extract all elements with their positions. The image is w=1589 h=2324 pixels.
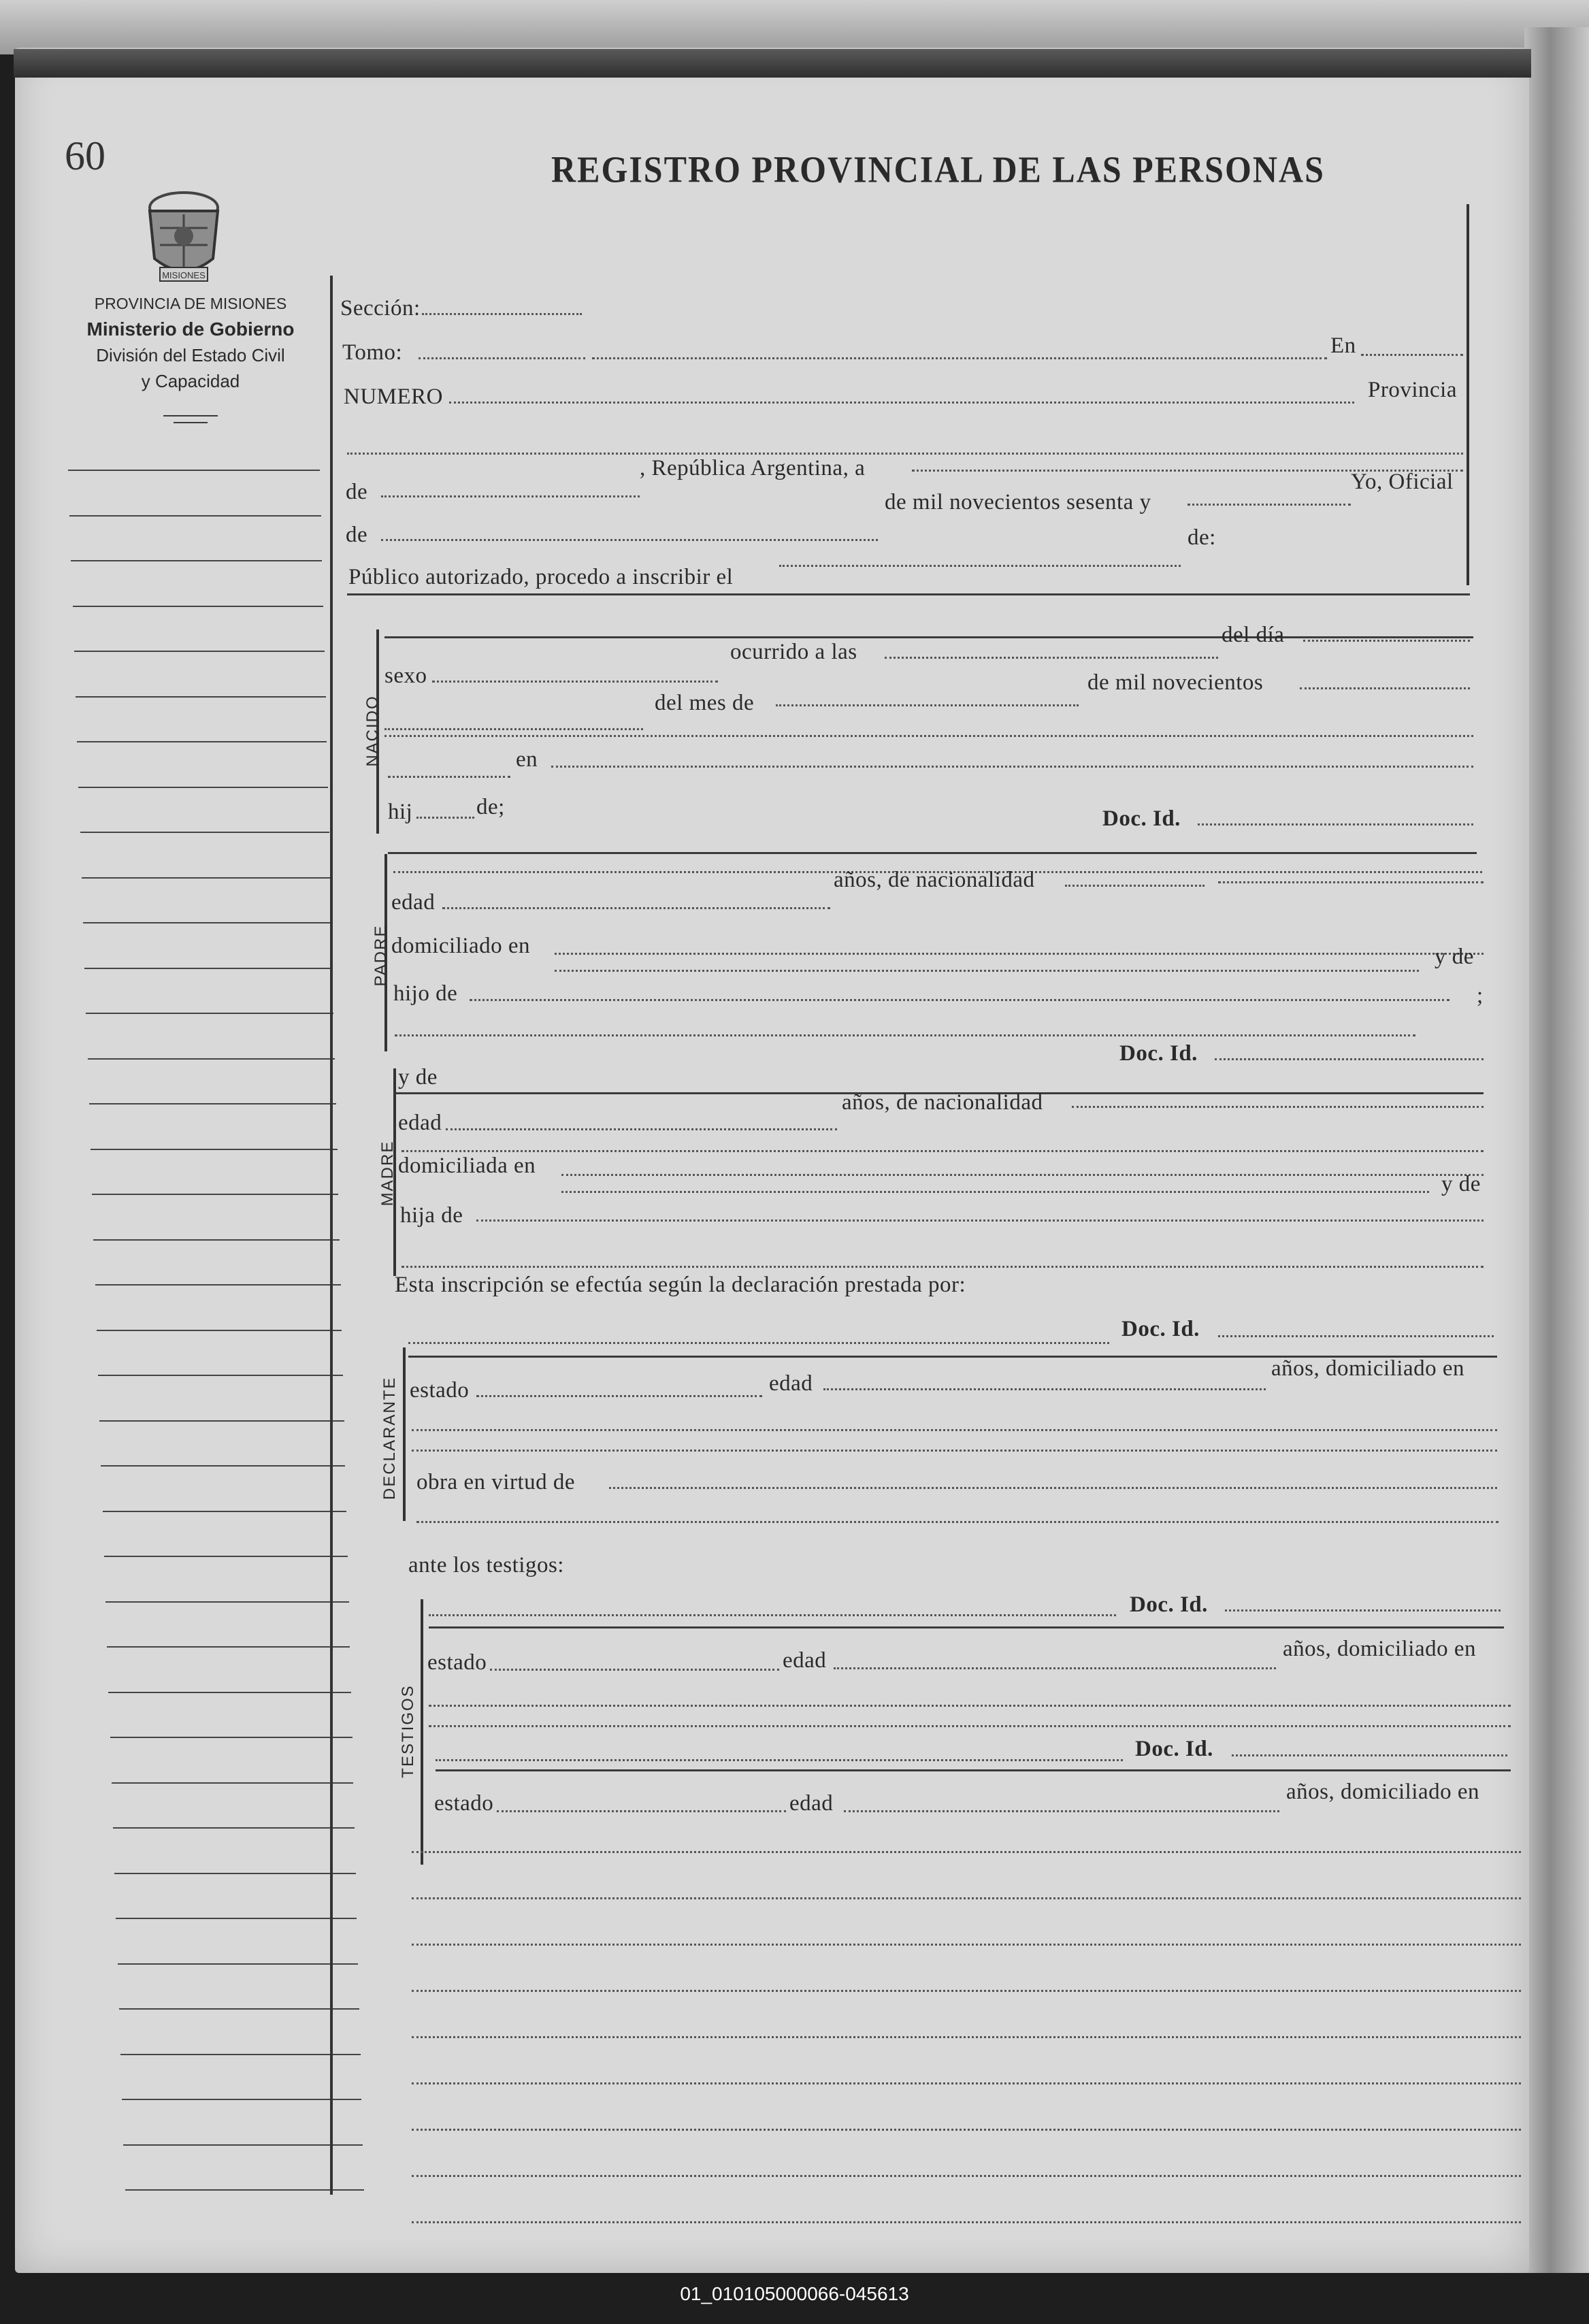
field-edad-declarante[interactable] <box>823 1388 1266 1390</box>
label-ocurrido: ocurrido a las <box>730 640 857 664</box>
observation-line[interactable] <box>412 2221 1521 2223</box>
margin-line <box>123 2144 363 2146</box>
margin-line <box>99 1420 344 1422</box>
label-obra-virtud: obra en virtud de <box>416 1470 576 1494</box>
margin-line <box>78 787 328 788</box>
margin-line <box>69 515 321 517</box>
nacido-divider <box>388 852 1477 854</box>
label-y-de-padre: y de <box>1435 945 1474 969</box>
label-republica: , República Argentina, a <box>640 456 866 480</box>
margin-line <box>80 832 329 833</box>
margin-line <box>98 1375 343 1376</box>
section-label-testigos: TESTIGOS <box>399 1684 417 1778</box>
field-estado-testigo-1[interactable] <box>490 1669 779 1671</box>
field-domicilio-declarante-2[interactable] <box>412 1450 1497 1452</box>
label-de-1: de <box>346 480 368 504</box>
margin-line <box>84 968 333 969</box>
field-estado-declarante[interactable] <box>476 1395 762 1397</box>
field-en[interactable] <box>1361 354 1463 356</box>
field-lugar[interactable] <box>551 766 1473 768</box>
field-provincia-line[interactable] <box>347 453 1463 455</box>
observation-line[interactable] <box>412 1944 1521 1946</box>
margin-line <box>93 1239 340 1241</box>
label-publico: Público autorizado, procedo a inscribir el <box>348 565 734 589</box>
field-numero[interactable] <box>449 402 1354 404</box>
margin-line <box>71 560 322 561</box>
field-hij[interactable] <box>416 817 474 819</box>
page-title: REGISTRO PROVINCIAL DE LAS PERSONAS <box>551 148 1325 191</box>
field-nacionalidad-madre[interactable] <box>1072 1106 1484 1108</box>
observation-line[interactable] <box>412 1897 1521 1899</box>
field-anio[interactable] <box>1300 687 1470 689</box>
observation-line[interactable] <box>412 1990 1521 1992</box>
field-domicilio-declarante[interactable] <box>412 1429 1497 1431</box>
main-vertical-rule <box>330 276 333 2195</box>
margin-line <box>92 1194 338 1195</box>
section-label-madre: MADRE <box>378 1140 397 1207</box>
margin-line <box>114 1873 356 1874</box>
header-ministry: Ministerio de Gobierno <box>86 318 295 340</box>
field-doc-padre[interactable] <box>1215 1058 1484 1060</box>
margin-line <box>110 1737 353 1738</box>
declarante-intro: Esta inscripción se efectúa según la declaración prestada por: <box>395 1273 966 1297</box>
label-edad-declarante: edad <box>769 1371 813 1396</box>
label-edad-testigo-1: edad <box>783 1648 827 1673</box>
margin-line <box>112 1782 354 1784</box>
margin-line <box>95 1284 341 1286</box>
header-rule-2 <box>174 422 208 423</box>
label-en-lugar: en <box>516 747 538 772</box>
section-label-declarante: DECLARANTE <box>380 1376 399 1500</box>
observation-line[interactable] <box>412 1851 1521 1853</box>
margin-line <box>97 1330 342 1331</box>
field-doc-declarante[interactable] <box>1218 1335 1494 1337</box>
field-doc-testigo-1[interactable] <box>1225 1609 1501 1611</box>
field-hijo-de-2[interactable] <box>395 1034 1415 1036</box>
margin-line <box>101 1465 345 1467</box>
label-estado-declarante: estado <box>410 1378 470 1403</box>
label-hij: hij <box>388 800 413 824</box>
label-de-2: de <box>346 523 368 547</box>
label-domiciliado-testigo-1: años, domiciliado en <box>1283 1637 1477 1661</box>
field-domicilio-padre[interactable] <box>555 953 1484 955</box>
label-nacionalidad-padre: años, de nacionalidad <box>834 868 1035 892</box>
margin-line <box>118 1963 359 1965</box>
label-yo-oficial: Yo, Oficial <box>1351 470 1454 494</box>
field-hija-de[interactable] <box>476 1220 1484 1222</box>
field-obra-virtud[interactable] <box>609 1487 1497 1489</box>
label-del-mes: del mes de <box>655 691 755 715</box>
label-edad-testigo-2: edad <box>789 1791 834 1816</box>
field-estado-testigo-2[interactable] <box>497 1810 786 1812</box>
nacido-top-line <box>384 636 1473 638</box>
background-top <box>0 0 1589 54</box>
margin-line <box>104 1556 348 1557</box>
label-nacionalidad-madre: años, de nacionalidad <box>842 1090 1043 1115</box>
margin-line <box>107 1646 350 1648</box>
label-domiciliada: domiciliada en <box>398 1153 536 1178</box>
field-doc-testigo-2[interactable] <box>1232 1754 1507 1756</box>
field-en-pre[interactable] <box>388 776 510 778</box>
field-tomo[interactable] <box>419 357 585 359</box>
field-de-1[interactable] <box>381 495 640 497</box>
margin-line <box>88 1058 335 1060</box>
field-inscribir[interactable] <box>779 565 1181 567</box>
observation-line[interactable] <box>412 2175 1521 2177</box>
field-hora[interactable] <box>885 657 1218 659</box>
section-label-padre: PADRE <box>372 924 390 987</box>
intro-divider <box>347 593 1470 595</box>
field-madre-line[interactable] <box>402 1150 1484 1152</box>
label-tomo: Tomo: <box>342 340 403 365</box>
header-division: División del Estado Civil <box>96 345 285 365</box>
label-hijo-de: hijo de <box>393 981 458 1006</box>
label-hija-de: hija de <box>400 1203 463 1228</box>
field-declarante-nombre[interactable] <box>408 1342 1109 1344</box>
margin-line <box>89 1103 336 1104</box>
header-province: PROVINCIA DE MISIONES <box>94 295 287 312</box>
label-edad-padre: edad <box>391 890 436 915</box>
label-seccion: Sección: <box>340 296 421 321</box>
label-numero: NUMERO <box>344 384 444 409</box>
label-domiciliado-padre: domiciliado en <box>391 934 531 958</box>
label-doc-nacido: Doc. Id. <box>1102 806 1181 831</box>
header-rule <box>163 415 218 416</box>
coat-of-arms-seal <box>133 180 235 289</box>
margin-line <box>120 2054 361 2055</box>
label-en: En <box>1330 333 1356 358</box>
book-edge <box>1524 27 1589 2273</box>
label-estado-testigo-1: estado <box>427 1650 487 1675</box>
field-de-2[interactable] <box>381 539 878 541</box>
field-sesenta[interactable] <box>1187 504 1351 506</box>
margin-line <box>86 1013 333 1014</box>
label-domiciliado-testigo-2: años, domiciliado en <box>1286 1780 1480 1804</box>
field-anio-line[interactable] <box>384 735 1473 737</box>
field-nacionalidad-padre-2[interactable] <box>1218 881 1484 883</box>
margin-line <box>77 741 327 742</box>
observation-line[interactable] <box>412 2082 1521 2084</box>
field-domicilio-testigo-1[interactable] <box>429 1705 1511 1707</box>
margin-line <box>122 2099 361 2100</box>
field-mes[interactable] <box>776 704 1079 706</box>
observation-line[interactable] <box>412 2036 1521 2038</box>
field-sexo[interactable] <box>432 681 718 683</box>
book-binding <box>14 49 1531 78</box>
label-estado-testigo-2: estado <box>434 1791 494 1816</box>
image-identifier: 01_010105000066-045613 <box>680 2283 909 2304</box>
label-y-de-madre-top: y de <box>398 1065 438 1090</box>
field-doc-nacido[interactable] <box>1198 823 1473 825</box>
margin-line <box>116 1918 357 1919</box>
field-dia[interactable] <box>1303 640 1470 642</box>
testigos-intro: ante los testigos: <box>408 1553 564 1577</box>
label-hij-de: de; <box>476 795 505 819</box>
field-domicilio-padre-2[interactable] <box>555 970 1419 972</box>
label-doc-testigo-2: Doc. Id. <box>1135 1737 1213 1761</box>
seal-text: MISIONES <box>162 270 206 280</box>
margin-line <box>105 1601 349 1603</box>
label-doc-declarante: Doc. Id. <box>1121 1317 1200 1341</box>
testigos-rule <box>421 1599 423 1865</box>
margin-line <box>76 696 326 698</box>
field-nacionalidad-padre[interactable] <box>1065 885 1205 887</box>
margin-line <box>108 1692 351 1693</box>
margin-line <box>113 1827 355 1829</box>
margin-line <box>82 877 331 879</box>
margin-line <box>119 2008 359 2010</box>
field-domicilio-madre[interactable] <box>561 1174 1484 1176</box>
field-testigo-2-nombre[interactable] <box>436 1759 1123 1761</box>
field-obra-virtud-2[interactable] <box>416 1521 1498 1523</box>
field-hija-de-2[interactable] <box>402 1266 1484 1268</box>
field-testigo-1-nombre[interactable] <box>429 1614 1116 1616</box>
declarante-rule <box>403 1347 406 1521</box>
testigo-2-line <box>436 1769 1511 1771</box>
label-doc-testigo-1: Doc. Id. <box>1130 1592 1208 1617</box>
field-domicilio-madre-2[interactable] <box>561 1191 1429 1193</box>
field-edad-madre[interactable] <box>446 1128 837 1130</box>
field-domicilio-testigo-1-2[interactable] <box>429 1725 1511 1727</box>
label-edad-madre: edad <box>398 1111 442 1135</box>
label-doc-padre: Doc. Id. <box>1119 1041 1198 1066</box>
label-del-dia: del día <box>1222 623 1285 647</box>
margin-line <box>125 2189 364 2191</box>
field-edad-padre[interactable] <box>442 907 830 909</box>
margin-line <box>68 470 320 471</box>
margin-line <box>103 1511 347 1512</box>
field-edad-testigo-1[interactable] <box>834 1667 1276 1669</box>
margin-line <box>83 922 331 923</box>
label-domiciliado-declarante: años, domiciliado en <box>1271 1356 1465 1381</box>
field-seccion[interactable] <box>422 313 582 315</box>
field-dia-2[interactable] <box>384 728 643 730</box>
margin-line <box>74 651 325 652</box>
section-label-nacido: NACIDO <box>363 695 382 767</box>
field-hijo-de[interactable] <box>470 999 1449 1001</box>
field-edad-testigo-2[interactable] <box>844 1810 1279 1812</box>
label-mil-sesenta: de mil novecientos sesenta y <box>885 490 1151 514</box>
label-mil-novecientos: de mil novecientos <box>1087 670 1264 695</box>
label-sexo: sexo <box>384 664 427 688</box>
observation-line[interactable] <box>412 2129 1521 2131</box>
testigo-1-line <box>429 1626 1504 1629</box>
right-vertical-rule <box>1467 204 1469 585</box>
margin-line <box>73 606 324 607</box>
header-capacity: y Capacidad <box>141 371 240 391</box>
page-number: 60 <box>65 133 105 178</box>
margin-line <box>91 1149 338 1150</box>
label-de-colon: de: <box>1187 525 1216 550</box>
label-provincia: Provincia <box>1368 378 1457 402</box>
label-semicolon-padre: ; <box>1477 983 1484 1008</box>
field-tomo-line[interactable] <box>592 357 1327 359</box>
label-y-de-madre: y de <box>1441 1172 1481 1196</box>
